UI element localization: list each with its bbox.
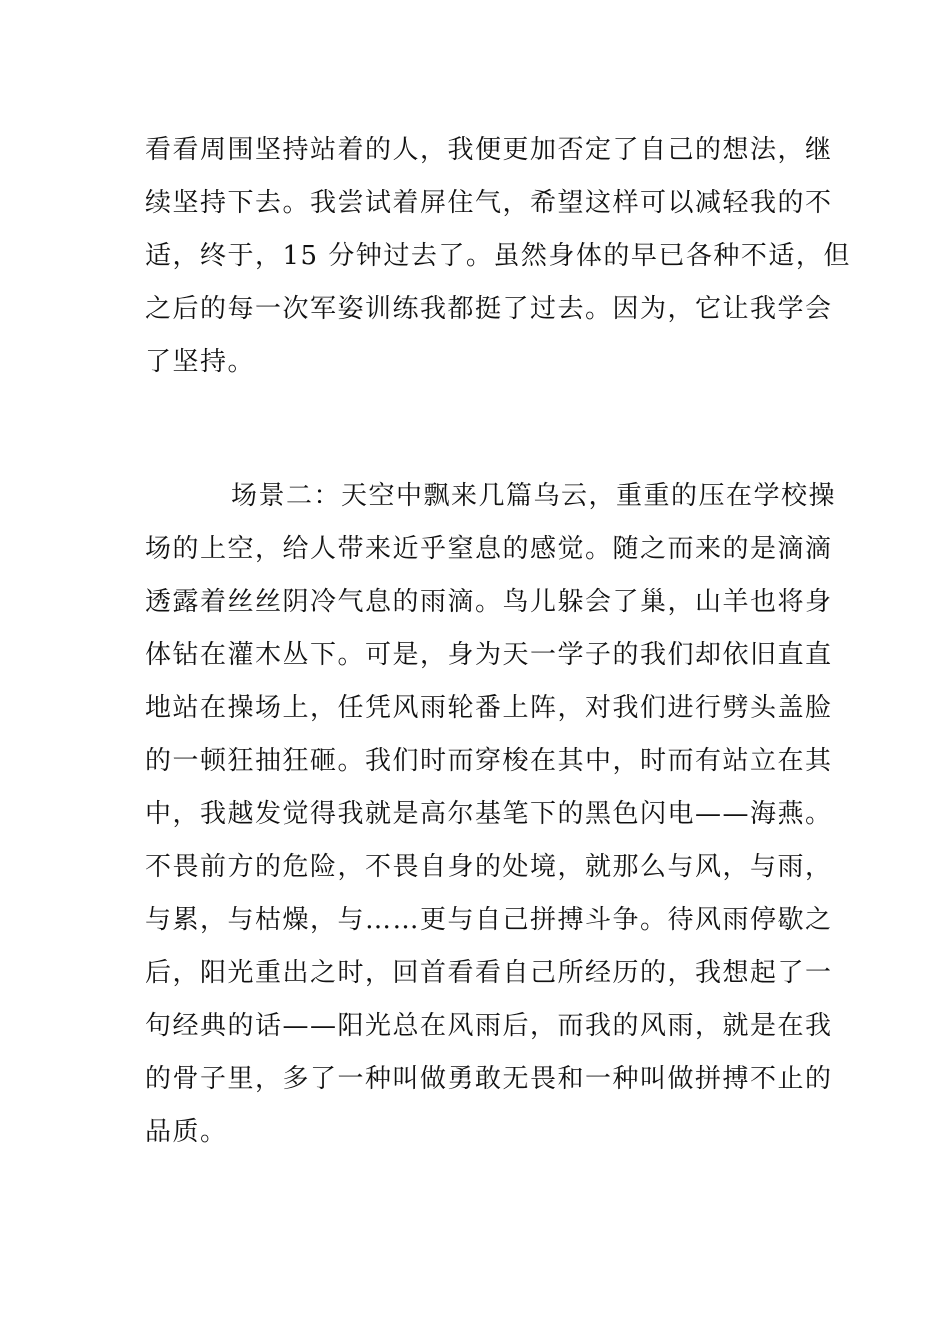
text-line: 地站在操场上，任凭风雨轮番上阵，对我们进行劈头盖脸 xyxy=(145,693,833,723)
text-line: 句经典的话——阳光总在风雨后，而我的风雨，就是在我 xyxy=(145,1011,833,1041)
text-line: 体钻在灌木丛下。可是，身为天一学子的我们却依旧直直 xyxy=(145,640,833,670)
text-line: 的骨子里，多了一种叫做勇敢无畏和一种叫做拼搏不止的 xyxy=(145,1064,833,1094)
text-line: 透露着丝丝阴冷气息的雨滴。鸟儿躲会了巢，山羊也将身 xyxy=(145,587,833,617)
text-line: 看看周围坚持站着的人，我便更加否定了自己的想法，继 xyxy=(145,135,833,165)
text-line: 不畏前方的危险，不畏自身的处境，就那么与风，与雨， xyxy=(145,852,833,882)
text-line: 续坚持下去。我尝试着屏住气，希望这样可以减轻我的不 xyxy=(145,188,833,218)
text-line: 场景二：天空中飘来几篇乌云，重重的压在学校操 xyxy=(231,481,837,511)
text-line: 场的上空，给人带来近乎窒息的感觉。随之而来的是滴滴 xyxy=(145,534,833,564)
text-line: 品质。 xyxy=(145,1117,228,1147)
paragraph-1 xyxy=(145,124,851,389)
text-line: 与累，与枯燥，与……更与自己拼搏斗争。待风雨停歇之 xyxy=(145,905,833,935)
text-line: 后，阳光重出之时，回首看看自己所经历的，我想起了一 xyxy=(145,958,833,988)
paragraph-2 xyxy=(145,470,837,1159)
text-line: 适，终于，15 分钟过去了。虽然身体的早已各种不适，但 xyxy=(145,241,851,271)
text-line: 的一顿狂抽狂砸。我们时而穿梭在其中，时而有站立在其 xyxy=(145,746,833,776)
text-line: 中，我越发觉得我就是高尔基笔下的黑色闪电——海燕。 xyxy=(145,799,833,829)
text-line: 了坚持。 xyxy=(145,347,256,377)
text-line: 之后的每一次军姿训练我都挺了过去。因为，它让我学会 xyxy=(145,294,833,324)
